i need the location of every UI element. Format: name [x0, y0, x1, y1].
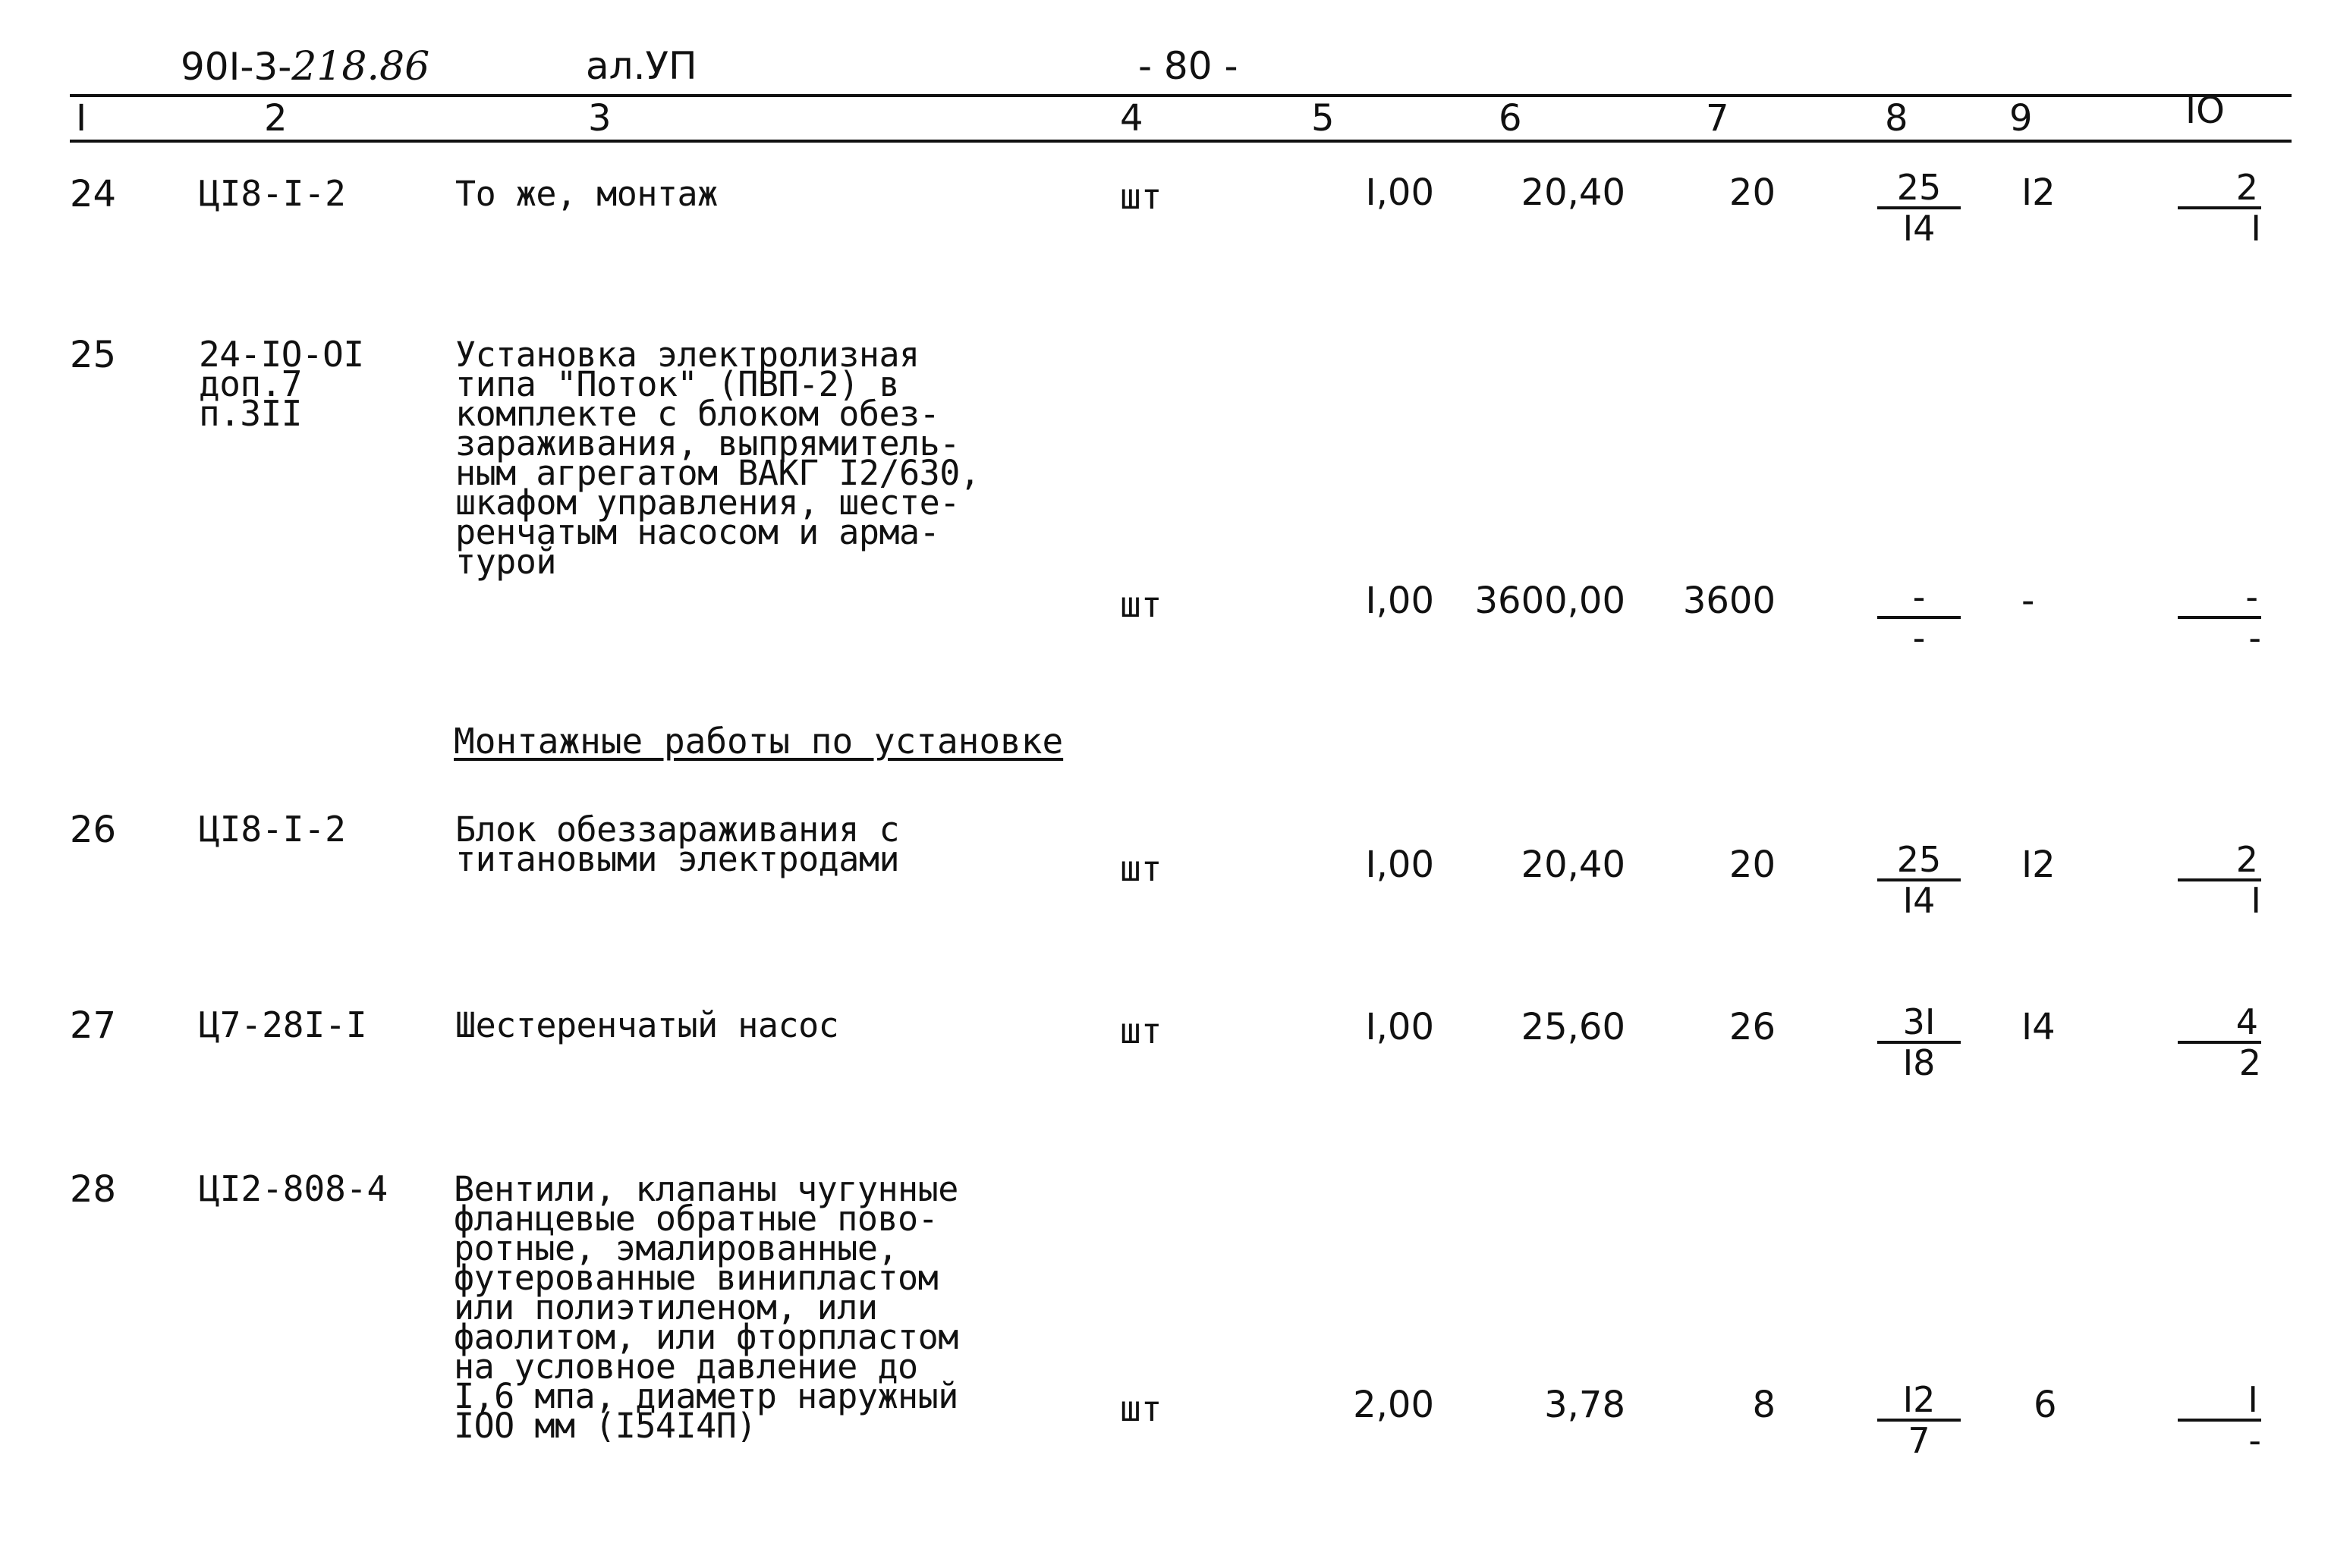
album-label: ал.УП: [586, 44, 697, 88]
section-heading: Монтажные работы по установке: [454, 721, 1064, 762]
unit-price: 25,60: [1521, 1006, 1625, 1048]
unit: шт: [1120, 1010, 1162, 1051]
column-header-6: 6: [1499, 97, 1522, 140]
column-9-value: -: [2021, 580, 2035, 622]
column-8-top: 25: [1877, 841, 1961, 881]
price-code: ЦI8-I-2: [199, 173, 346, 214]
column-9-value: I2: [2021, 171, 2056, 214]
row-number: 25: [70, 334, 117, 376]
page-number: - 80 -: [1138, 44, 1238, 88]
unit: шт: [1120, 848, 1162, 889]
quantity: I,00: [1365, 844, 1434, 886]
quantity: I,00: [1365, 1006, 1434, 1048]
price-code: ЦI8-I-2: [199, 809, 346, 850]
column-10-top: I: [2178, 1381, 2261, 1422]
quantity: I,00: [1365, 580, 1434, 622]
price-code: Ц7-28I-I: [199, 1004, 367, 1045]
document-code-handwritten: 218.86: [291, 44, 430, 90]
unit-price: 3600,00: [1474, 580, 1625, 622]
column-8-fraction: [1877, 841, 1961, 919]
item-description: Шестеренчатый насос: [455, 1005, 839, 1045]
column-10-fraction: [2178, 1381, 2261, 1460]
row-number: 24: [70, 173, 117, 215]
document-code: [181, 44, 429, 90]
column-header-7: 7: [1706, 97, 1729, 140]
row-number: 27: [70, 1004, 117, 1047]
row-number: 26: [70, 809, 117, 851]
item-description: Вентили, клапаны чугунные фланцевые обратные пово- ротные, эмалированные, футерованные винипластом или полиэтиленом, или фаолитом, или фторпластом на условное давление до I,6 мпа, диаметр наружный IOO мм (I54I4П): [454, 1169, 958, 1446]
column-10-bottom: -: [2248, 617, 2261, 658]
column-10-bottom: I: [2251, 880, 2261, 921]
column-10-fraction: [2178, 1003, 2261, 1082]
total-cost: 20: [1729, 844, 1776, 886]
column-header-2: 2: [264, 97, 288, 140]
column-8-top: 25: [1877, 168, 1961, 209]
price-code: ЦI2-808-4: [199, 1168, 388, 1209]
column-8-top: 3I: [1877, 1003, 1961, 1044]
column-8-bottom: I4: [1902, 880, 1936, 921]
column-10-bottom: 2: [2238, 1042, 2261, 1083]
column-10-top: -: [2178, 578, 2261, 619]
row-number: 28: [70, 1168, 117, 1211]
column-10-fraction: [2178, 841, 2261, 919]
column-8-bottom: 7: [1908, 1420, 1930, 1461]
unit-price: 20,40: [1521, 171, 1625, 214]
unit: шт: [1120, 584, 1162, 625]
column-8-top: I2: [1877, 1381, 1961, 1422]
column-8-bottom: I8: [1902, 1042, 1936, 1083]
column-10-top: 2: [2178, 841, 2261, 881]
column-8-fraction: [1877, 168, 1961, 247]
unit-price: 20,40: [1521, 844, 1625, 886]
column-header-5: 5: [1311, 97, 1335, 140]
unit: шт: [1120, 1388, 1162, 1429]
column-header-1: I: [76, 97, 87, 140]
item-description: Блок обеззараживания с титановыми электродами: [455, 809, 900, 879]
column-9-value: I4: [2021, 1006, 2056, 1048]
header-top-rule: [70, 94, 2292, 97]
column-header-10: IO: [2185, 90, 2225, 132]
column-10-bottom: I: [2251, 208, 2261, 249]
column-8-fraction: [1877, 578, 1961, 657]
column-9-value: I2: [2021, 844, 2056, 886]
unit-price: 3,78: [1544, 1384, 1625, 1426]
column-8-fraction: [1877, 1381, 1961, 1460]
column-10-fraction: [2178, 578, 2261, 657]
document-code-printed: 90I-3-: [181, 45, 292, 89]
total-cost: 20: [1729, 171, 1776, 214]
unit: шт: [1120, 176, 1162, 217]
header-bottom-rule: [70, 140, 2292, 143]
column-8-top: -: [1877, 578, 1961, 619]
column-header-9: 9: [2009, 97, 2033, 140]
total-cost: 8: [1752, 1384, 1776, 1426]
item-description: Установка электролизная типа "Поток" (ПВП-2) в комплекте с блоком обез- зараживания, выпрямитель- ным агрегатом ВАКГ I2/630, шкафом управления, шесте- ренчатым насосом и арма- турой: [455, 335, 980, 582]
column-10-bottom: -: [2248, 1420, 2261, 1461]
total-cost: 3600: [1682, 580, 1776, 622]
total-cost: 26: [1729, 1006, 1776, 1048]
quantity: I,00: [1365, 171, 1434, 214]
column-10-top: 4: [2178, 1003, 2261, 1044]
column-10-fraction: [2178, 168, 2261, 247]
item-description: То же, монтаж: [455, 174, 718, 214]
quantity: 2,00: [1353, 1384, 1434, 1426]
column-header-4: 4: [1120, 97, 1143, 140]
column-8-bottom: -: [1912, 617, 1926, 658]
column-9-value: 6: [2034, 1384, 2057, 1426]
column-header-3: 3: [588, 97, 612, 140]
price-code: 24-IO-OI доп.7 п.3II: [199, 334, 364, 434]
column-header-8: 8: [1885, 97, 1908, 140]
column-8-bottom: I4: [1902, 208, 1936, 249]
column-8-fraction: [1877, 1003, 1961, 1082]
column-10-top: 2: [2178, 168, 2261, 209]
